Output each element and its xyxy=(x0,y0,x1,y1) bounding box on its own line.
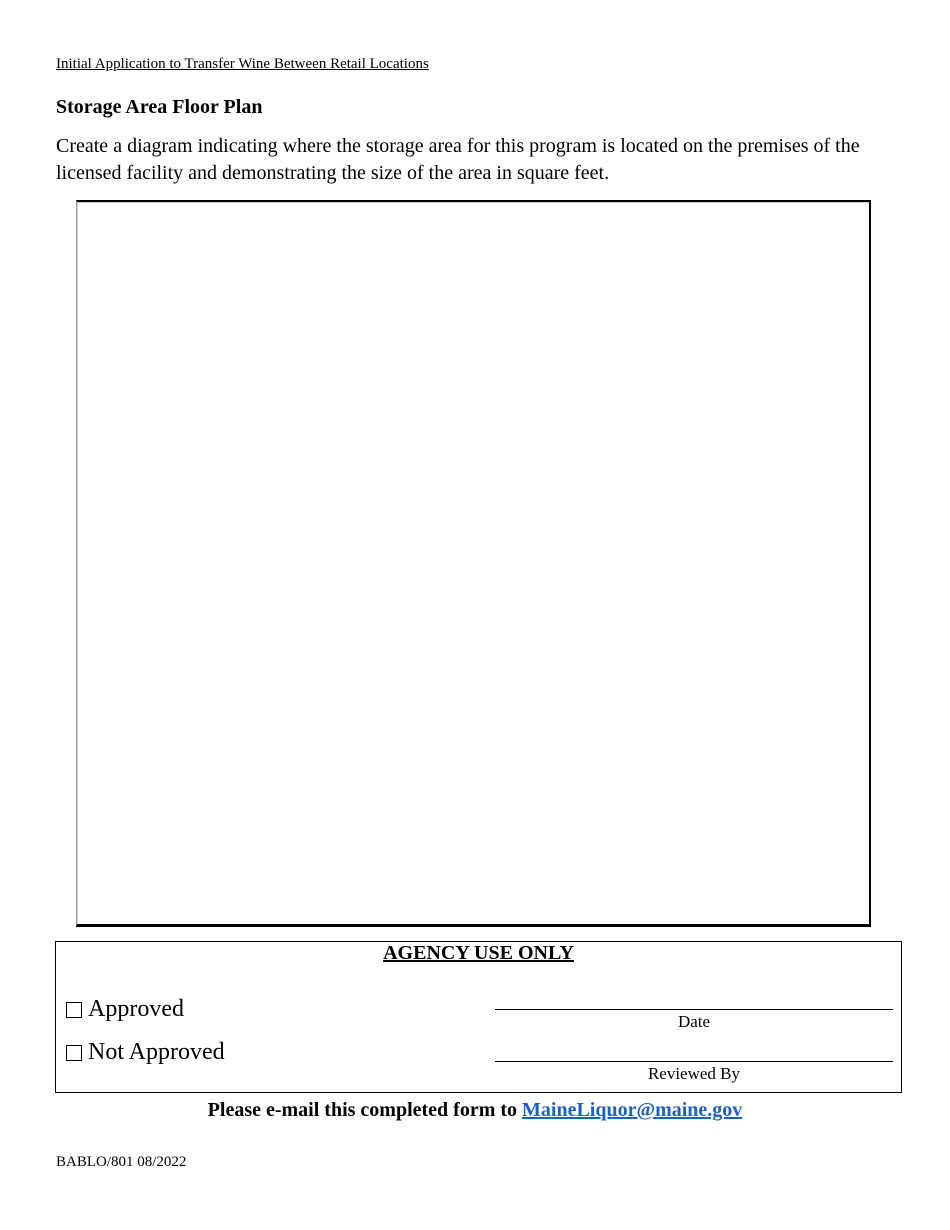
approved-checkbox[interactable] xyxy=(66,1002,82,1018)
email-instruction xyxy=(0,1099,950,1122)
agency-use-box xyxy=(55,941,902,1093)
date-label: Date xyxy=(677,1012,711,1031)
form-code: BABLO/801 08/2022 xyxy=(56,1154,187,1170)
agency-use-title: AGENCY USE ONLY xyxy=(383,942,574,964)
form-header-title: Initial Application to Transfer Wine Between Retail Locations xyxy=(56,56,429,72)
not-approved-label: Not Approved xyxy=(88,1039,225,1065)
reviewed-by-field[interactable] xyxy=(495,1061,893,1062)
email-prompt: Please e-mail this completed form to xyxy=(207,1099,518,1121)
instructions-text: Create a diagram indicating where the storage area for this program is located on the premises of the licensed facility and demonstrating the size of the area in square feet. xyxy=(56,135,860,184)
email-link[interactable]: MaineLiquor@maine.gov xyxy=(522,1099,743,1121)
reviewed-by-label: Reviewed By xyxy=(647,1064,741,1083)
date-field[interactable] xyxy=(495,1009,893,1010)
floor-plan-drawing-area[interactable] xyxy=(76,200,871,927)
not-approved-option[interactable] xyxy=(66,1039,225,1066)
not-approved-checkbox[interactable] xyxy=(66,1045,82,1061)
section-heading: Storage Area Floor Plan xyxy=(56,96,263,118)
approved-label: Approved xyxy=(88,996,184,1022)
approved-option[interactable] xyxy=(66,996,184,1023)
